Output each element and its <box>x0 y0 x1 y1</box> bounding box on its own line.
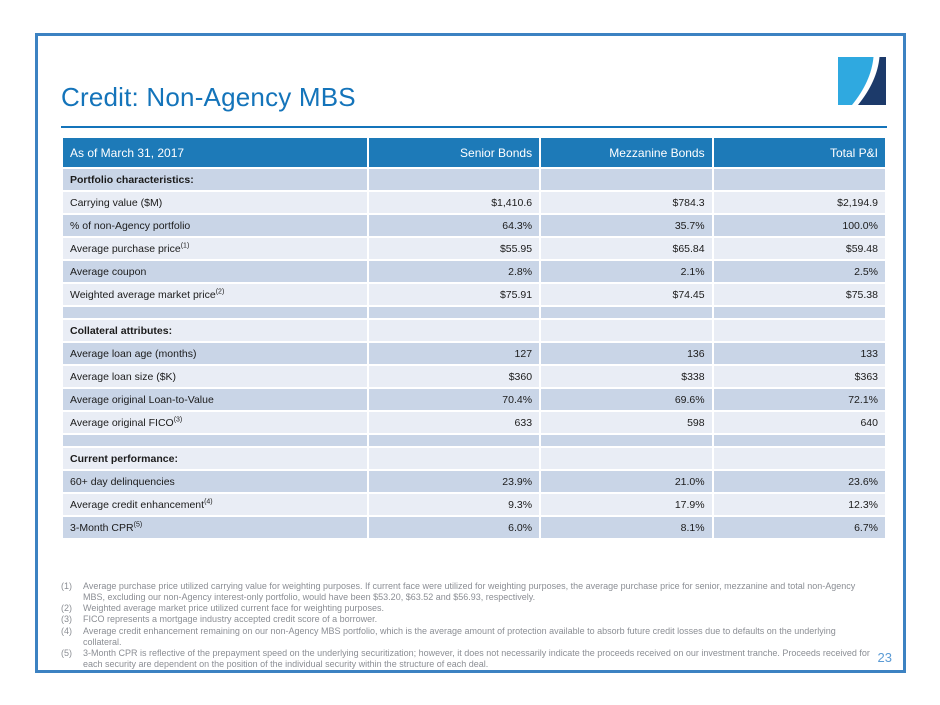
table-row <box>63 343 885 364</box>
footnote-text: Average purchase price utilized carrying value for weighting purposes. If current face were utilized for weighting purposes, the average purchase price for senior, mezzanine and total non-Agency MBS, excluding our non-Agency interest-only portfolio, would have been $53.20, $63.52 and $56.93, respectively. <box>83 581 856 603</box>
value-cell: 133 <box>714 343 885 364</box>
section-header: Current performance: <box>63 448 367 469</box>
footnote-text: Average credit enhancement remaining on our non-Agency MBS portfolio, which is the average amount of protection available to absorb future credit losses due to defaults on the underlying collateral. <box>83 625 836 647</box>
row-label <box>63 366 367 387</box>
spacer-cell <box>369 307 540 318</box>
empty-cell <box>714 169 885 190</box>
table-row <box>63 517 885 538</box>
row-label <box>63 494 367 515</box>
footnote-item <box>61 648 873 670</box>
row-label-text: Average coupon <box>70 265 147 278</box>
value-cell: $74.45 <box>541 284 712 305</box>
footnote-item <box>61 581 873 603</box>
header-cell: Mezzanine Bonds <box>541 138 712 167</box>
spacer-cell <box>714 307 885 318</box>
value-cell: 23.9% <box>369 471 540 492</box>
value-cell: 633 <box>369 412 540 433</box>
data-table <box>61 136 887 540</box>
value-cell: 72.1% <box>714 389 885 410</box>
page-title: Credit: Non-Agency MBS <box>61 82 356 112</box>
row-label-text: Average original Loan-to-Value <box>70 393 214 406</box>
footnote-item <box>61 603 873 614</box>
table-row <box>63 169 885 190</box>
footnote-number: (1) <box>61 581 72 591</box>
value-cell: $59.48 <box>714 238 885 259</box>
value-cell: 136 <box>541 343 712 364</box>
footnote-ref: (2) <box>215 288 225 295</box>
value-cell: 35.7% <box>541 215 712 236</box>
row-label <box>63 343 367 364</box>
value-cell: 8.1% <box>541 517 712 538</box>
value-cell: $75.91 <box>369 284 540 305</box>
footnote-number: (3) <box>61 614 72 625</box>
empty-cell <box>369 448 540 469</box>
value-cell: 69.6% <box>541 389 712 410</box>
spacer-row <box>63 307 885 318</box>
row-label <box>63 192 367 213</box>
footnote-number: (5) <box>61 647 72 658</box>
table-row <box>63 215 885 236</box>
section-header: Portfolio characteristics: <box>63 169 367 190</box>
section-header: Collateral attributes: <box>63 320 367 341</box>
table-row <box>63 412 885 433</box>
header-cell: Senior Bonds <box>369 138 540 167</box>
spacer-cell <box>63 307 367 318</box>
value-cell: $360 <box>369 366 540 387</box>
spacer-cell <box>541 435 712 446</box>
row-label <box>63 238 367 259</box>
footnotes <box>61 581 873 670</box>
row-label-text: Average loan size ($K) <box>70 370 177 383</box>
spacer-cell <box>63 435 367 446</box>
row-label-text: Average credit enhancement <box>70 498 205 511</box>
value-cell: 100.0% <box>714 215 885 236</box>
value-cell: 6.0% <box>369 517 540 538</box>
value-cell: 127 <box>369 343 540 364</box>
footnote-number: (4) <box>61 625 72 636</box>
page-number: 23 <box>877 650 892 665</box>
footnote-text: 3-Month CPR is reflective of the prepayment speed on the underlying securitization; however, it does not necessarily indicate the proceeds received on our investment tranche. Proceeds received for each security are dependent on the position of the individual security within the structure of each deal. <box>83 647 870 670</box>
spacer-cell <box>714 435 885 446</box>
value-cell: 12.3% <box>714 494 885 515</box>
value-cell: 23.6% <box>714 471 885 492</box>
value-cell: $338 <box>541 366 712 387</box>
slide-frame <box>35 33 906 673</box>
row-label <box>63 412 367 433</box>
value-cell: 6.7% <box>714 517 885 538</box>
row-label <box>63 284 367 305</box>
table-row <box>63 471 885 492</box>
spacer-cell <box>369 435 540 446</box>
footnote-item <box>61 626 873 648</box>
row-label-text: Average loan age (months) <box>70 347 197 360</box>
value-cell: 640 <box>714 412 885 433</box>
empty-cell <box>714 320 885 341</box>
table-row <box>63 366 885 387</box>
footnote-ref: (4) <box>204 498 213 505</box>
value-cell: 17.9% <box>541 494 712 515</box>
value-cell: 9.3% <box>369 494 540 515</box>
table-row <box>63 238 885 259</box>
row-label <box>63 261 367 282</box>
footnote-item <box>61 614 873 625</box>
empty-cell <box>541 448 712 469</box>
header-cell: As of March 31, 2017 <box>63 138 367 167</box>
table-row <box>63 261 885 282</box>
logo-swoosh-graphic <box>838 57 886 105</box>
empty-cell <box>714 448 885 469</box>
value-cell: $2,194.9 <box>714 192 885 213</box>
footnote-ref: (1) <box>180 242 190 249</box>
footnote-text: FICO represents a mortgage industry accepted credit score of a borrower. <box>83 614 378 625</box>
value-cell: 2.8% <box>369 261 540 282</box>
empty-cell <box>541 169 712 190</box>
table-header-row <box>63 138 885 167</box>
footnote-ref: (5) <box>133 521 143 528</box>
company-logo-icon <box>838 57 886 105</box>
row-label-text: Average original FICO <box>70 416 174 429</box>
row-label-text: 3-Month CPR <box>70 521 134 534</box>
footnote-text: Weighted average market price utilized current face for weighting purposes. <box>83 603 384 614</box>
empty-cell <box>369 169 540 190</box>
row-label <box>63 517 367 538</box>
row-label-text: Weighted average market price <box>70 288 216 301</box>
value-cell: 598 <box>541 412 712 433</box>
value-cell: $75.38 <box>714 284 885 305</box>
footnote-number: (2) <box>61 603 72 614</box>
row-label-text: % of non-Agency portfolio <box>70 219 191 232</box>
value-cell: $55.95 <box>369 238 540 259</box>
value-cell: $784.3 <box>541 192 712 213</box>
value-cell: 21.0% <box>541 471 712 492</box>
table-row <box>63 284 885 305</box>
empty-cell <box>541 320 712 341</box>
value-cell: 2.5% <box>714 261 885 282</box>
header-cell: Total P&I <box>714 138 885 167</box>
row-label <box>63 215 367 236</box>
row-label-text: Carrying value ($M) <box>70 196 163 209</box>
value-cell: $65.84 <box>541 238 712 259</box>
table-row <box>63 320 885 341</box>
row-label <box>63 471 367 492</box>
spacer-row <box>63 435 885 446</box>
footnote-ref: (3) <box>173 416 183 423</box>
row-label-text: Average purchase price <box>70 242 181 255</box>
spacer-cell <box>541 307 712 318</box>
table-row <box>63 389 885 410</box>
value-cell: 70.4% <box>369 389 540 410</box>
row-label <box>63 389 367 410</box>
title-rule <box>61 126 887 128</box>
row-label-text: 60+ day delinquencies <box>70 475 175 488</box>
table-row <box>63 448 885 469</box>
value-cell: 64.3% <box>369 215 540 236</box>
empty-cell <box>369 320 540 341</box>
table-row <box>63 494 885 515</box>
table-row <box>63 192 885 213</box>
value-cell: $1,410.6 <box>369 192 540 213</box>
value-cell: $363 <box>714 366 885 387</box>
value-cell: 2.1% <box>541 261 712 282</box>
